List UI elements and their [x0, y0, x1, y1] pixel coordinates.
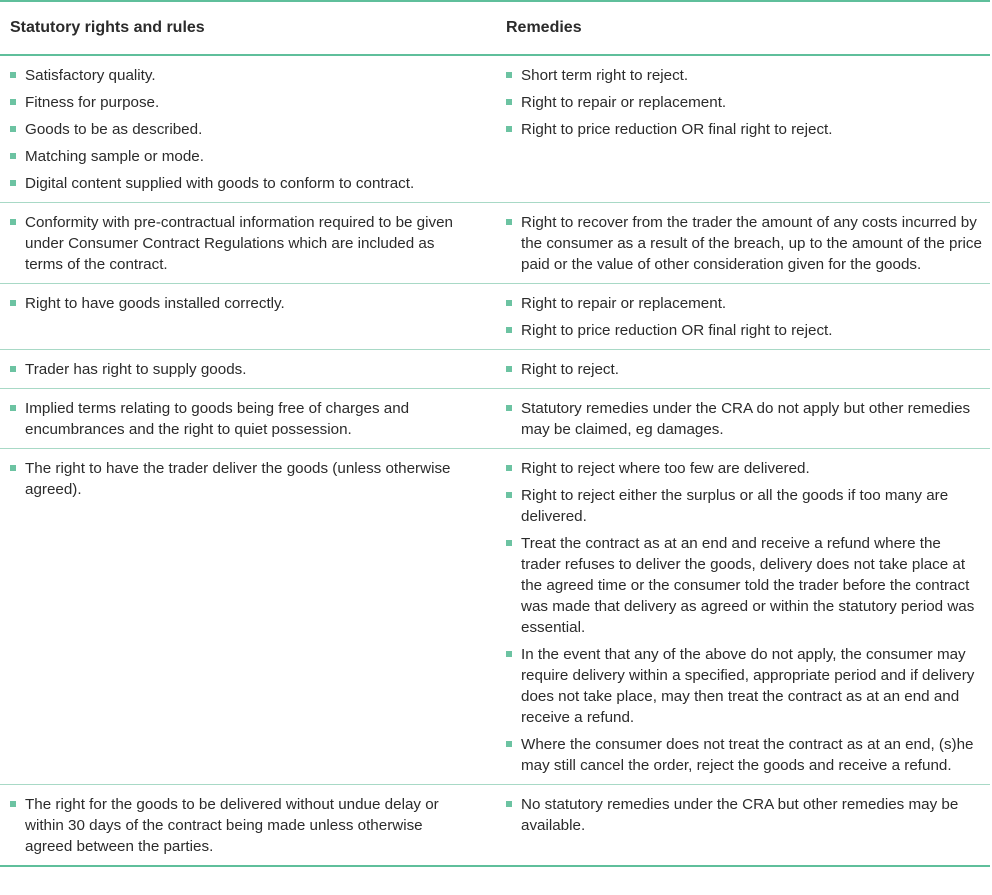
list-item: [506, 212, 982, 275]
list-item-text: Right to repair or replacement.: [521, 94, 727, 111]
remedies-cell: [496, 359, 990, 380]
remedies-cell-list: [506, 65, 990, 140]
list-item-text: Satisfactory quality.: [25, 67, 156, 84]
rights-cell-list: [10, 212, 496, 275]
list-item: [506, 485, 982, 527]
rights-cell: [0, 293, 496, 341]
table-row: [0, 284, 990, 350]
square-bullet-icon: [10, 300, 16, 306]
square-bullet-icon: [506, 465, 512, 471]
square-bullet-icon: [10, 405, 16, 411]
list-item: [10, 65, 466, 86]
list-item-text: Right to reject where too few are delivered.: [521, 460, 810, 477]
square-bullet-icon: [506, 540, 512, 546]
rights-cell: [0, 359, 496, 380]
table-row: [0, 56, 990, 203]
list-item: [506, 119, 982, 140]
list-item-text: Right to price reduction OR final right to reject.: [521, 121, 833, 138]
list-item-text: The right to have the trader deliver the goods (unless otherwise agreed).: [25, 460, 451, 498]
list-item: [506, 92, 982, 113]
list-item-text: In the event that any of the above do not apply, the consumer may require delivery within a specified, appropriate period and if delivery does not take place, may then treat the contract as at an end and receive a refund.: [521, 646, 975, 726]
header-remedies: Remedies: [506, 19, 582, 36]
square-bullet-icon: [506, 99, 512, 105]
list-item: [506, 458, 982, 479]
remedies-cell-list: [506, 359, 990, 380]
list-item-text: Where the consumer does not treat the contract as at an end, (s)he may still cancel the order, reject the goods and receive a refund.: [521, 736, 974, 774]
rights-cell: [0, 458, 496, 776]
list-item-text: No statutory remedies under the CRA but other remedies may be available.: [521, 796, 959, 834]
list-item-text: Right to repair or replacement.: [521, 295, 727, 312]
table-row: [0, 389, 990, 449]
remedies-cell: [496, 65, 990, 194]
remedies-cell-list: [506, 293, 990, 341]
list-item: [506, 398, 982, 440]
list-item: [10, 398, 466, 440]
list-item: [10, 146, 466, 167]
list-item-text: Conformity with pre-contractual information required to be given under Consumer Contract Regulations which are included as terms of the contract.: [25, 214, 453, 273]
square-bullet-icon: [10, 153, 16, 159]
list-item: [506, 293, 982, 314]
list-item-text: Digital content supplied with goods to conform to contract.: [25, 175, 415, 192]
remedies-cell: [496, 458, 990, 776]
square-bullet-icon: [10, 801, 16, 807]
square-bullet-icon: [506, 126, 512, 132]
list-item-text: Right to price reduction OR final right to reject.: [521, 322, 833, 339]
list-item: [10, 794, 466, 857]
square-bullet-icon: [506, 300, 512, 306]
rights-cell-list: [10, 359, 496, 380]
list-item-text: Fitness for purpose.: [25, 94, 160, 111]
list-item-text: Right to reject either the surplus or all the goods if too many are delivered.: [521, 487, 949, 525]
list-item-text: Right to reject.: [521, 361, 619, 378]
square-bullet-icon: [506, 405, 512, 411]
list-item: [10, 212, 466, 275]
square-bullet-icon: [10, 180, 16, 186]
list-item: [10, 92, 466, 113]
list-item-text: Short term right to reject.: [521, 67, 689, 84]
square-bullet-icon: [10, 126, 16, 132]
list-item: [10, 173, 466, 194]
list-item: [506, 320, 982, 341]
list-item-text: The right for the goods to be delivered without undue delay or within 30 days of the contract being made unless otherwise agreed between the parties.: [25, 796, 439, 855]
list-item: [506, 644, 982, 728]
remedies-cell: [496, 398, 990, 440]
list-item-text: Right to recover from the trader the amount of any costs incurred by the consumer as a result of the breach, up to the amount of the price paid or the value of other consideration given for the goods.: [521, 214, 982, 273]
remedies-cell-list: [506, 458, 990, 776]
table-row: [0, 449, 990, 785]
table-row: [0, 203, 990, 284]
list-item-text: Goods to be as described.: [25, 121, 203, 138]
rights-cell-list: [10, 65, 496, 194]
square-bullet-icon: [506, 741, 512, 747]
square-bullet-icon: [10, 219, 16, 225]
list-item: [506, 359, 982, 380]
square-bullet-icon: [10, 72, 16, 78]
list-item: [10, 293, 466, 314]
list-item: [506, 734, 982, 776]
list-item: [10, 119, 466, 140]
rights-cell: [0, 212, 496, 275]
remedies-cell-list: [506, 398, 990, 440]
list-item-text: Implied terms relating to goods being free of charges and encumbrances and the right to quiet possession.: [25, 400, 410, 438]
list-item-text: Treat the contract as at an end and receive a refund where the trader refuses to deliver the goods, delivery does not take place at the agreed time or the consumer told the trader before the contract was made that delivery as agreed or within the statutory period was essential.: [521, 535, 975, 636]
table-row: [0, 785, 990, 867]
square-bullet-icon: [506, 219, 512, 225]
square-bullet-icon: [10, 465, 16, 471]
rights-cell: [0, 65, 496, 194]
square-bullet-icon: [506, 801, 512, 807]
square-bullet-icon: [506, 327, 512, 333]
square-bullet-icon: [506, 651, 512, 657]
list-item-text: Trader has right to supply goods.: [25, 361, 247, 378]
remedies-cell-list: [506, 794, 990, 836]
rights-cell-list: [10, 794, 496, 857]
remedies-cell: [496, 293, 990, 341]
table-header: [0, 2, 990, 56]
list-item-text: Matching sample or mode.: [25, 148, 204, 165]
square-bullet-icon: [10, 99, 16, 105]
table-body: [0, 56, 990, 867]
remedies-cell-list: [506, 212, 990, 275]
list-item: [10, 359, 466, 380]
table-row: [0, 350, 990, 389]
square-bullet-icon: [10, 366, 16, 372]
list-item: [506, 533, 982, 638]
rights-cell: [0, 794, 496, 857]
header-rights: Statutory rights and rules: [10, 19, 205, 36]
list-item: [10, 458, 466, 500]
remedies-cell: [496, 212, 990, 275]
rights-cell: [0, 398, 496, 440]
list-item-text: Right to have goods installed correctly.: [25, 295, 285, 312]
list-item: [506, 794, 982, 836]
rights-cell-list: [10, 398, 496, 440]
rights-cell-list: [10, 458, 496, 500]
list-item-text: Statutory remedies under the CRA do not apply but other remedies may be claimed, eg damages.: [521, 400, 971, 438]
square-bullet-icon: [506, 492, 512, 498]
rights-cell-list: [10, 293, 496, 314]
square-bullet-icon: [506, 366, 512, 372]
square-bullet-icon: [506, 72, 512, 78]
list-item: [506, 65, 982, 86]
remedies-cell: [496, 794, 990, 857]
